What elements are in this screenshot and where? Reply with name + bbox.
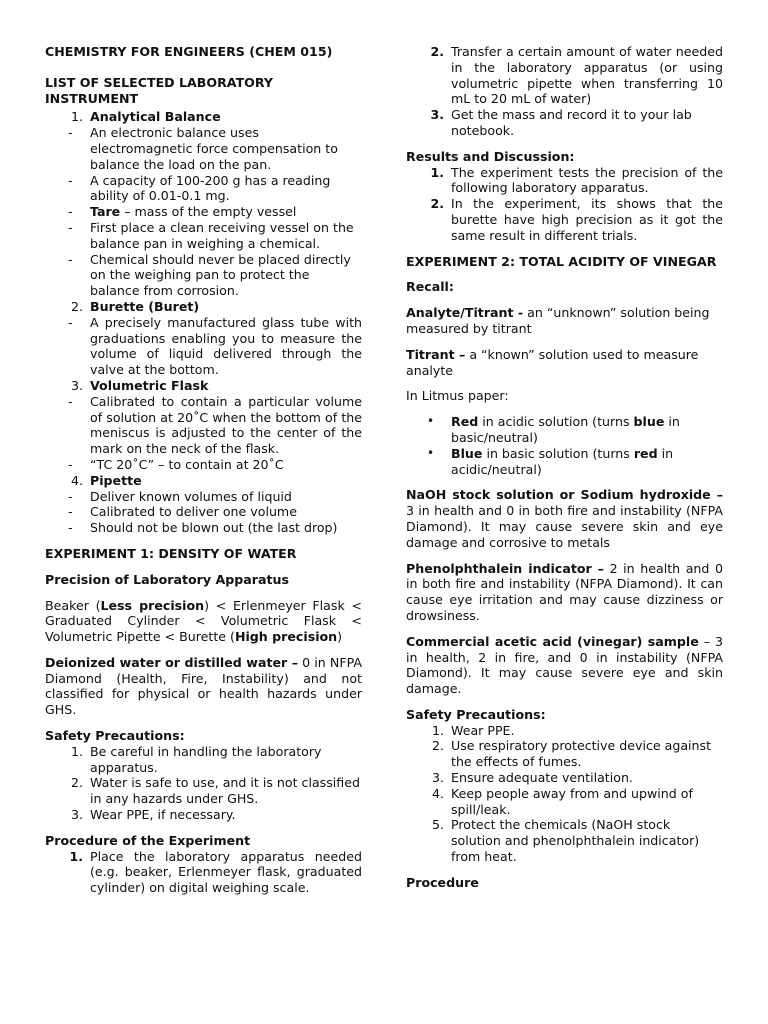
precision-heading: Precision of Laboratory Apparatus bbox=[45, 571, 289, 587]
instrument-item bbox=[45, 378, 362, 394]
instrument-detail: - Deliver known volumes of liquid bbox=[68, 488, 292, 504]
list-item: 2. Transfer a certain amount of water needed in the laboratory apparatus (or using volumetric pipette when transferring 10 mL to 20 mL of water) bbox=[430, 44, 723, 107]
instrument-detail: - Calibrated to contain a particular volume of solution at 20˚C when the bottom of the meniscus is adjusted to the center of the mark on the neck of the flask. bbox=[68, 393, 362, 457]
experiment-1-title: EXPERIMENT 1: DENSITY OF WATER bbox=[45, 545, 297, 561]
list-item: 2. In the experiment, its shows that the burette have high precision as it got the same result in different trials. bbox=[430, 196, 723, 243]
course-title: CHEMISTRY FOR ENGINEERS (CHEM 015) bbox=[45, 44, 333, 59]
right-column bbox=[406, 44, 723, 891]
list-item: 5. Protect the chemicals (NaOH stock solution and phenolphthalein indicator) from heat. bbox=[431, 817, 700, 865]
instrument-detail: - First place a clean receiving vessel on the balance pan in weighing a chemical. bbox=[68, 219, 354, 251]
instrument-number: 1. bbox=[70, 109, 83, 125]
instrument-detail: - Chemical should never be placed directly on the weighing pan to protect the balance from corrosion. bbox=[68, 251, 351, 299]
phenolphthalein-paragraph: Phenolphthalein indicator – 2 in health and 0 in both fire and instability (NFPA Diamond). It can cause eye irritation and may cause dizziness or drowsiness. bbox=[406, 560, 723, 623]
instrument-number: 4. bbox=[70, 472, 83, 488]
list-item: 2. Water is safe to use, and it is not classified in any hazards under GHS. bbox=[70, 775, 360, 807]
instrument-name: Volumetric Flask bbox=[90, 377, 209, 393]
titrant-definition: Titrant – a “known” solution used to measure analyte bbox=[406, 346, 699, 378]
instrument-detail: - “TC 20˚C” – to contain at 20˚C bbox=[68, 456, 284, 472]
bullet-icon: • bbox=[427, 414, 435, 429]
list-item: 3. Ensure adequate ventilation. bbox=[431, 770, 633, 786]
list-item: 1. Be careful in handling the laboratory apparatus. bbox=[70, 743, 322, 775]
procedure-heading: Procedure of the Experiment bbox=[45, 832, 251, 848]
instrument-number: 2. bbox=[70, 298, 83, 314]
safety-heading-2: Safety Precautions: bbox=[406, 706, 546, 722]
results-heading: Results and Discussion: bbox=[406, 148, 575, 164]
left-column bbox=[45, 44, 362, 896]
instrument-name: Analytical Balance bbox=[90, 109, 221, 125]
analyte-definition: Analyte/Titrant - an “unknown” solution being measured by titrant bbox=[406, 305, 710, 336]
safety-list-2 bbox=[406, 723, 723, 865]
instrument-item bbox=[45, 473, 362, 489]
list-item: 2. Use respiratory protective device against the effects of fumes. bbox=[431, 738, 712, 770]
deionized-water-paragraph: Deionized water or distilled water – 0 in NFPA Diamond (Health, Fire, Instability) and not classified for physical or health hazards under GHS. bbox=[45, 654, 362, 718]
list-item: 1. Wear PPE. bbox=[431, 722, 515, 738]
list-item: 3. Get the mass and record it to your lab notebook. bbox=[430, 107, 692, 138]
list-item: • Blue in basic solution (turns red in acidic/neutral) bbox=[406, 446, 723, 478]
litmus-list bbox=[406, 414, 723, 477]
safety-heading: Safety Precautions: bbox=[45, 728, 185, 744]
naoh-paragraph: NaOH stock solution or Sodium hydroxide – 3 in health and 0 in both fire and instability (NFPA Diamond). It may cause severe skin and eye damage and corrosive to metals bbox=[406, 487, 723, 550]
instrument-detail: - A capacity of 100-200 g has a reading ability of 0.01-0.1 mg. bbox=[68, 172, 331, 204]
instrument-item bbox=[45, 299, 362, 315]
results-list bbox=[406, 165, 723, 244]
list-item: 1. The experiment tests the precision of the following laboratory apparatus. bbox=[430, 164, 723, 196]
instrument-detail: - Calibrated to deliver one volume bbox=[68, 504, 297, 520]
procedure-list bbox=[45, 849, 362, 896]
safety-list bbox=[45, 744, 362, 823]
procedure-list-continued bbox=[406, 44, 723, 139]
experiment-2-title: EXPERIMENT 2: TOTAL ACIDITY OF VINEGAR bbox=[406, 253, 717, 269]
instrument-detail: - An electronic balance uses electromagnetic force compensation to balance the load on the pan. bbox=[68, 125, 338, 172]
list-title: LIST OF SELECTED LABORATORY INSTRUMENT bbox=[45, 74, 273, 106]
instrument-name: Burette (Buret) bbox=[90, 298, 200, 314]
instrument-list bbox=[45, 109, 362, 536]
list-item: 4. Keep people away from and upwind of spill/leak. bbox=[431, 785, 693, 817]
recall-heading: Recall: bbox=[406, 279, 454, 295]
instrument-detail: - Should not be blown out (the last drop) bbox=[68, 520, 338, 536]
procedure-heading-2: Procedure bbox=[406, 874, 479, 890]
instrument-item bbox=[45, 109, 362, 125]
instrument-name: Pipette bbox=[90, 472, 142, 488]
precision-paragraph: Beaker (Less precision) < Erlenmeyer Flask < Graduated Cylinder < Volumetric Flask < Volumetric Pipette < Burette (High precision) bbox=[45, 597, 362, 645]
list-item: 3. Wear PPE, if necessary. bbox=[70, 807, 236, 823]
litmus-heading: In Litmus paper: bbox=[406, 388, 509, 404]
list-item: 1. Place the laboratory apparatus needed (e.g. beaker, Erlenmeyer flask, graduated cylinder) on digital weighing scale. bbox=[69, 848, 362, 896]
list-item: • Red in acidic solution (turns blue in basic/neutral) bbox=[406, 414, 723, 446]
bullet-icon: • bbox=[427, 445, 435, 460]
acetic-acid-paragraph: Commercial acetic acid (vinegar) sample – 3 in health, 2 in fire, and 0 in instability (NFPA Diamond). It may cause severe eye and skin damage. bbox=[406, 633, 723, 697]
instrument-number: 3. bbox=[70, 377, 83, 393]
instrument-detail: - A precisely manufactured glass tube with graduations enabling you to measure the volume of liquid delivered through the valve at the bottom. bbox=[68, 314, 362, 378]
instrument-detail: - Tare – mass of the empty vessel bbox=[68, 204, 297, 220]
